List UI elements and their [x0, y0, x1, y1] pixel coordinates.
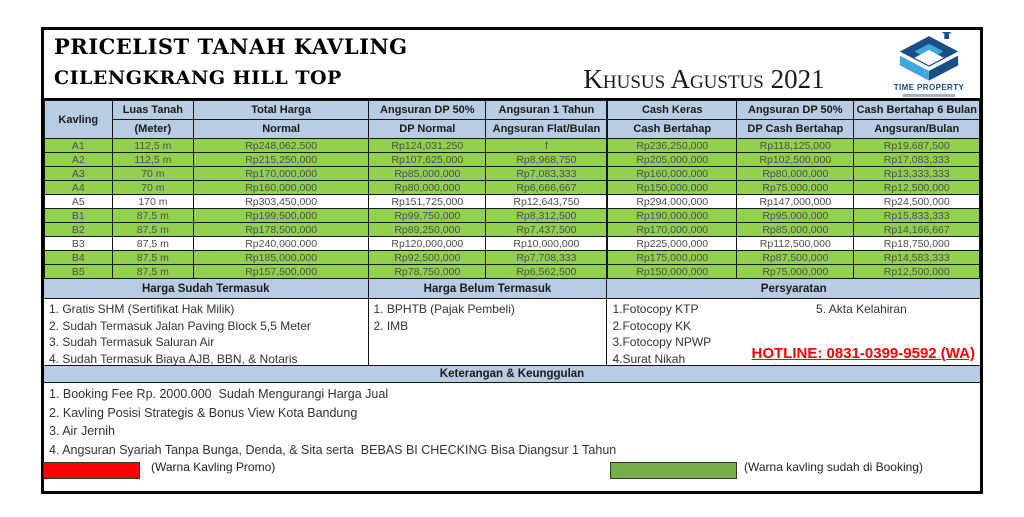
col-header-dp-normal: Angsuran DP 50% — [369, 101, 486, 120]
cell-total: Rp185,000,000 — [194, 251, 369, 265]
cell-dp_cash_bertahap: Rp75,000,000 — [737, 181, 854, 195]
cell-angsuran_bulan: Rp17,083,333 — [854, 153, 980, 167]
col-header-cash-keras: Cash Keras — [607, 101, 736, 120]
cell-total: Rp215,250,000 — [194, 153, 369, 167]
cell-angsuran_1_tahun: Rp7,083,333 — [486, 167, 607, 181]
cell-angsuran_1_tahun: f — [486, 139, 607, 153]
list-item: 2.Fotocopy KK — [612, 318, 692, 333]
cell-dp_normal: Rp92,500,000 — [369, 251, 486, 265]
pricelist-table — [44, 100, 980, 279]
cell-cash_keras: Rp190,000,000 — [607, 209, 736, 223]
table-row — [45, 181, 980, 195]
cell-luas: 70 m — [112, 181, 194, 195]
list-item: 2. Sudah Termasuk Jalan Paving Block 5,5 Meter — [49, 318, 311, 333]
table-row — [45, 139, 980, 153]
cell-cash_keras: Rp150,000,000 — [607, 181, 736, 195]
cell-cash_keras: Rp205,000,000 — [607, 153, 736, 167]
cell-dp_cash_bertahap: Rp95,000,000 — [737, 209, 854, 223]
list-item: 1.Fotocopy KTP — [612, 302, 699, 316]
cell-dp_normal: Rp151,725,000 — [369, 195, 486, 209]
cell-total: Rp199,500,000 — [194, 209, 369, 223]
col-header-dp-cash-bertahap: Angsuran DP 50% — [737, 101, 854, 120]
promo-legend-label: (Warna Kavling Promo) — [151, 460, 276, 474]
list-item: 3. Sudah Termasuk Saluran Air — [49, 335, 215, 349]
cell-angsuran_1_tahun: Rp10,000,000 — [486, 237, 607, 251]
table-row — [45, 237, 980, 251]
cell-dp_normal: Rp78,750,000 — [369, 265, 486, 279]
cell-cash_keras: Rp160,000,000 — [607, 167, 736, 181]
list-item: 4. Angsuran Syariah Tanpa Bunga, Denda, & Sita serta BEBAS BI CHECKING Bisa Diangsur 1 Tahun — [49, 442, 617, 457]
cell-angsuran_1_tahun: Rp8,968,750 — [486, 153, 607, 167]
notes-title: Keterangan & Keunggulan — [44, 366, 980, 383]
cell-angsuran_1_tahun: Rp12,643,750 — [486, 195, 607, 209]
cell-angsuran_1_tahun: Rp8,312,500 — [486, 209, 607, 223]
cell-kavling: A1 — [45, 139, 113, 153]
col-header-luas: Luas Tanah — [112, 101, 194, 120]
cell-luas: 112,5 m — [112, 153, 194, 167]
page-title: PRICELIST TANAH KAVLING — [54, 34, 408, 59]
cell-cash_keras: Rp294,000,000 — [607, 195, 736, 209]
cell-cash_keras: Rp150,000,000 — [607, 265, 736, 279]
cell-total: Rp160,000,000 — [194, 181, 369, 195]
cell-angsuran_1_tahun: Rp7,437,500 — [486, 223, 607, 237]
cell-angsuran_1_tahun: Rp7,708,333 — [486, 251, 607, 265]
title-block — [44, 30, 980, 100]
list-item: 1. BPHTB (Pajak Pembeli) — [373, 302, 515, 316]
brand-logo — [886, 32, 972, 98]
cell-angsuran_bulan: Rp14,166,667 — [854, 223, 980, 237]
cell-dp_cash_bertahap: Rp102,500,000 — [737, 153, 854, 167]
table-row — [45, 251, 980, 265]
list-item: 3. Air Jernih — [49, 424, 116, 438]
cell-luas: 87,5 m — [112, 223, 194, 237]
list-item: 2. IMB — [373, 318, 409, 333]
section-title-excluded: Harga Belum Termasuk — [369, 279, 608, 298]
col-subheader-cash-bertahap: Cash Bertahap — [607, 120, 736, 139]
cell-dp_normal: Rp124,031,250 — [369, 139, 486, 153]
section-title-included: Harga Sudah Termasuk — [44, 279, 369, 298]
cell-kavling: A2 — [45, 153, 113, 167]
list-item: 4. Sudah Termasuk Biaya AJB, BBN, & Notaris — [49, 351, 298, 366]
cell-cash_keras: Rp170,000,000 — [607, 223, 736, 237]
list-item: 1. Booking Fee Rp. 2000.000 Sudah Mengurangi Harga Jual — [49, 387, 389, 401]
cell-luas: 170 m — [112, 195, 194, 209]
cell-luas: 112,5 m — [112, 139, 194, 153]
col-header-total: Total Harga — [194, 101, 369, 120]
logo-tagline — [903, 94, 955, 97]
cell-luas: 87,5 m — [112, 265, 194, 279]
cell-angsuran_bulan: Rp12,500,000 — [854, 265, 980, 279]
table-row — [45, 195, 980, 209]
section-title-requirements: Persyaratan — [607, 279, 980, 298]
cell-angsuran_bulan: Rp24,500,000 — [854, 195, 980, 209]
time-property-icon — [894, 32, 964, 82]
cell-dp_normal: Rp99,750,000 — [369, 209, 486, 223]
col-header-kavling: Kavling — [45, 101, 113, 139]
cell-kavling: B2 — [45, 223, 113, 237]
col-header-cash-bertahap-6-bulan: Cash Bertahap 6 Bulan — [854, 101, 980, 120]
col-subheader-angsuran-bulan: Angsuran/Bulan — [854, 120, 980, 139]
cell-dp_cash_bertahap: Rp118,125,000 — [737, 139, 854, 153]
table-row — [45, 223, 980, 237]
cell-luas: 87,5 m — [112, 237, 194, 251]
col-subheader-normal: Normal — [194, 120, 369, 139]
list-item: 4.Surat Nikah — [612, 351, 686, 366]
col-subheader-dp-cash-bertahap: DP Cash Bertahap — [737, 120, 854, 139]
table-row — [45, 167, 980, 181]
table-row — [45, 265, 980, 279]
cell-total: Rp240,000,000 — [194, 237, 369, 251]
cell-total: Rp157,500,000 — [194, 265, 369, 279]
cell-kavling: A4 — [45, 181, 113, 195]
cell-kavling: B3 — [45, 237, 113, 251]
cell-luas: 87,5 m — [112, 209, 194, 223]
cell-dp_normal: Rp85,000,000 — [369, 167, 486, 181]
cell-dp_cash_bertahap: Rp147,000,000 — [737, 195, 854, 209]
cell-cash_keras: Rp175,000,000 — [607, 251, 736, 265]
col-subheader-dp-normal: DP Normal — [369, 120, 486, 139]
cell-angsuran_bulan: Rp13,333,333 — [854, 167, 980, 181]
list-item: 1. Gratis SHM (Sertifikat Hak Milik) — [49, 302, 235, 316]
requirements-list — [607, 299, 980, 365]
cell-kavling: A5 — [45, 195, 113, 209]
cell-dp_cash_bertahap: Rp112,500,000 — [737, 237, 854, 251]
section-headers — [44, 279, 980, 299]
list-item: 3.Fotocopy NPWP — [612, 335, 712, 349]
section-lists — [44, 299, 980, 366]
cell-angsuran_bulan: Rp14,583,333 — [854, 251, 980, 265]
cell-angsuran_bulan: Rp15,833,333 — [854, 209, 980, 223]
table-row — [45, 209, 980, 223]
promo-period: Khusus Agustus 2021 — [583, 64, 825, 94]
cell-angsuran_bulan: Rp12,500,000 — [854, 181, 980, 195]
legend — [44, 459, 980, 479]
cell-dp_cash_bertahap: Rp80,000,000 — [737, 167, 854, 181]
cell-dp_normal: Rp80,000,000 — [369, 181, 486, 195]
cell-cash_keras: Rp236,250,000 — [607, 139, 736, 153]
cell-cash_keras: Rp225,000,000 — [607, 237, 736, 251]
table-row — [45, 153, 980, 167]
list-item: 2. Kavling Posisi Strategis & Bonus View Kota Bandung — [49, 405, 358, 420]
included-list — [44, 299, 369, 365]
cell-angsuran_bulan: Rp19,687,500 — [854, 139, 980, 153]
cell-kavling: B5 — [45, 265, 113, 279]
booked-legend-label: (Warna kavling sudah di Booking) — [744, 460, 923, 474]
cell-angsuran_bulan: Rp18,750,000 — [854, 237, 980, 251]
col-subheader-meter: (Meter) — [112, 120, 194, 139]
cell-kavling: B4 — [45, 251, 113, 265]
brand-name: TIME PROPERTY — [893, 83, 965, 92]
pricelist-sheet — [41, 27, 983, 494]
promo-color-swatch — [43, 462, 140, 479]
booked-color-swatch — [610, 462, 737, 479]
excluded-list — [369, 299, 608, 365]
cell-dp_cash_bertahap: Rp87,500,000 — [737, 251, 854, 265]
cell-luas: 87,5 m — [112, 251, 194, 265]
cell-angsuran_1_tahun: Rp6,666,667 — [486, 181, 607, 195]
page-subtitle: CILENGKRANG HILL TOP — [54, 67, 342, 89]
cell-luas: 70 m — [112, 167, 194, 181]
col-header-angsuran-1-tahun: Angsuran 1 Tahun — [486, 101, 607, 120]
cell-total: Rp248,062,500 — [194, 139, 369, 153]
cell-total: Rp170,000,000 — [194, 167, 369, 181]
cell-angsuran_1_tahun: Rp6,562,500 — [486, 265, 607, 279]
cell-dp_cash_bertahap: Rp85,000,000 — [737, 223, 854, 237]
cell-dp_normal: Rp89,250,000 — [369, 223, 486, 237]
cell-kavling: A3 — [45, 167, 113, 181]
requirement-item-5: 5. Akta Kelahiran — [816, 302, 907, 316]
notes-list — [44, 383, 980, 459]
cell-total: Rp178,500,000 — [194, 223, 369, 237]
cell-dp_normal: Rp107,625,000 — [369, 153, 486, 167]
cell-dp_cash_bertahap: Rp75,000,000 — [737, 265, 854, 279]
cell-dp_normal: Rp120,000,000 — [369, 237, 486, 251]
pricelist-body — [45, 139, 980, 279]
hotline: HOTLINE: 0831-0399-9592 (WA) — [751, 345, 975, 362]
col-subheader-flat-bulan: Angsuran Flat/Bulan — [486, 120, 607, 139]
cell-kavling: B1 — [45, 209, 113, 223]
cell-total: Rp303,450,000 — [194, 195, 369, 209]
